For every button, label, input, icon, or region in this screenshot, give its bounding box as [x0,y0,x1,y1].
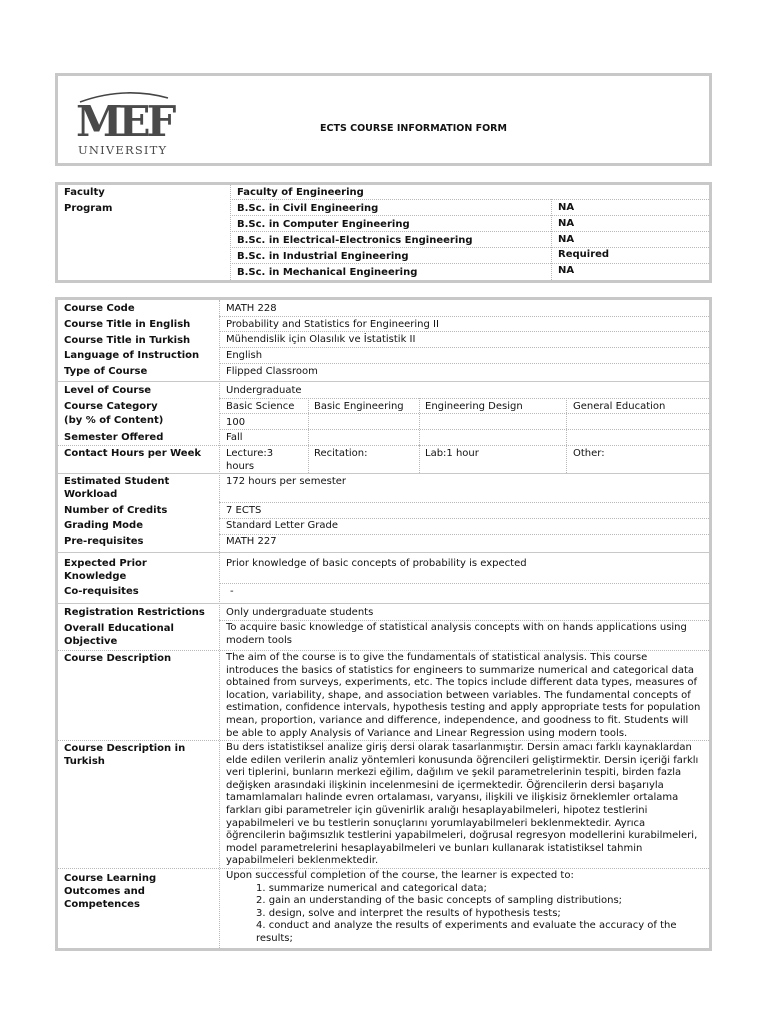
lecture-hours: Lecture:3 [226,448,274,459]
category-header: Basic Engineering [314,401,404,412]
course-code-label: Course Code [64,303,135,314]
workload-value: 172 hours per semester [226,476,346,487]
lecture-hours-unit: hours [226,461,255,472]
objective-label: Overall Educational [64,623,174,634]
title-tr-value: Mühendislik için Olasılık ve İstatistik II [226,334,416,345]
description-label: Course Description [64,653,172,664]
svg-text:UNIVERSITY: UNIVERSITY [78,143,168,157]
form-header [55,73,712,166]
workload-label: Estimated Student [64,476,170,487]
other-hours: Other: [573,448,605,459]
lab-hours: Lab:1 hour [425,448,479,459]
semester-label: Semester Offered [64,432,164,443]
category-header: Basic Science [226,401,295,412]
category-header: Engineering Design [425,401,523,412]
form-title: ECTS COURSE INFORMATION FORM [320,123,507,134]
program-name: B.Sc. in Computer Engineering [237,219,410,230]
program-status: Required [558,249,610,260]
title-en-value: Probability and Statistics for Engineering II [226,319,439,330]
prior-knowledge-label: Expected Prior [64,558,147,569]
program-label: Program [64,203,113,214]
corequisites-value: - [230,586,234,597]
recitation-hours: Recitation: [314,448,368,459]
program-status: NA [558,234,575,245]
faculty-label: Faculty [64,187,105,198]
outcomes-list [226,883,677,946]
semester-value: Fall [226,432,243,443]
program-status: NA [558,202,575,213]
list-item: results; [256,932,293,944]
program-name: B.Sc. in Civil Engineering [237,203,379,214]
registration-label: Registration Restrictions [64,607,205,618]
type-value: Flipped Classroom [226,366,318,377]
prerequisites-label: Pre-requisites [64,536,144,547]
list-item: 4. conduct and analyze the results of experiments and evaluate the accuracy of the [256,920,677,932]
course-code-value: MATH 228 [226,303,277,314]
faculty-value: Faculty of Engineering [237,187,364,198]
category-label-sub: (by % of Content) [64,415,164,426]
prior-knowledge-value: Prior knowledge of basic concepts of probability is expected [226,558,527,569]
outcomes-label-line3: Competences [64,899,140,910]
type-label: Type of Course [64,366,148,377]
svg-text:MEF: MEF [76,97,173,146]
list-item: 1. summarize numerical and categorical data; [256,882,487,894]
description-text: The aim of the course is to give the fundamentals of statistical analysis. This course introduces the basics of statistics for engineers to summarize numerical and categorical data obtained from surveys, experiments, etc. The topics include different data types, measures of location, variability, shape, and association between variables. The fundamental concepts of estimation, confidence intervals, hypothesis testing and apply appropriate tests for population mean, proportion, variance and difference, independence, and goodness to fit. Students will be able to apply Analysis of Variance and Linear Regression using modern tools. [226,652,701,739]
list-item: 2. gain an understanding of the basic concepts of sampling distributions; [256,895,623,907]
outcomes-intro: Upon successful completion of the course, the learner is expected to: [226,870,574,881]
language-label: Language of Instruction [64,350,200,361]
program-status: NA [558,265,575,276]
category-value: 100 [226,417,246,428]
list-item: 3. design, solve and interpret the results of hypothesis tests; [256,907,561,919]
objective-label-sub: Objective [64,636,118,647]
corequisites-label: Co-requisites [64,586,139,597]
description-tr-label: Course Description in [64,743,186,754]
title-tr-label: Course Title in Turkish [64,335,191,346]
program-name: B.Sc. in Industrial Engineering [237,251,409,262]
level-label: Level of Course [64,385,152,396]
prior-knowledge-label-sub: Knowledge [64,571,127,582]
program-status: NA [558,218,575,229]
outcomes-text [226,870,677,946]
description-tr-label-sub: Turkish [64,756,105,767]
registration-value: Only undergraduate students [226,607,374,618]
program-name: B.Sc. in Mechanical Engineering [237,267,418,278]
program-name: B.Sc. in Electrical-Electronics Engineering [237,235,473,246]
language-value: English [226,350,263,361]
prerequisites-value: MATH 227 [226,536,277,547]
level-value: Undergraduate [226,385,302,396]
grading-value: Standard Letter Grade [226,520,338,531]
contact-hours-label: Contact Hours per Week [64,448,202,459]
objective-text: To acquire basic knowledge of statistical analysis concepts with on hands applications using modern tools [226,622,687,646]
grading-label: Grading Mode [64,520,143,531]
category-header: General Education [573,401,666,412]
credits-label: Number of Credits [64,505,168,516]
description-tr-text: Bu ders istatistiksel analize giriş dersi olarak tasarlanmıştır. Dersin amacı farklı kaynaklardan elde edilen verilerin analiz yöntemleri konusunda öğrencileri geliştirmektir. Dersin içeriği farklı veri tiplerini, bunların merkezi eğilim, dağılım ve şekil parametrelerinin tespiti, birden fazla değişken arasındaki ilişkinin incelenmesini de içermektedir. Öğrencilerin dersi başarıyla tamamlamaları halinde evren ortalaması, varyansı, ilişkili ve ilişkisiz örneklemler ortalama farkları gibi parametreler için güvenirlik aralığı hesaplayabilmeleri, hipotez testlerini yapabilmeleri ve bu testlerin sonuçlarını yorumlayabilmeleri beklenmektedir. Ayrıca öğrencilerin bağımsızlık testlerini yapabilmeleri, doğrusal regresyon modellerini kurabilmeleri, model parametrelerini hesaplayabilmeleri ve bunları kullanarak istatistiksel tahmin yapabilmeleri beklenmektedir. [226,742,699,867]
workload-label-sub: Workload [64,489,118,500]
category-label: Course Category [64,401,158,412]
outcomes-label-line2: Outcomes and [64,886,145,897]
credits-value: 7 ECTS [226,505,262,516]
outcomes-label: Course Learning [64,873,157,884]
title-en-label: Course Title in English [64,319,191,330]
